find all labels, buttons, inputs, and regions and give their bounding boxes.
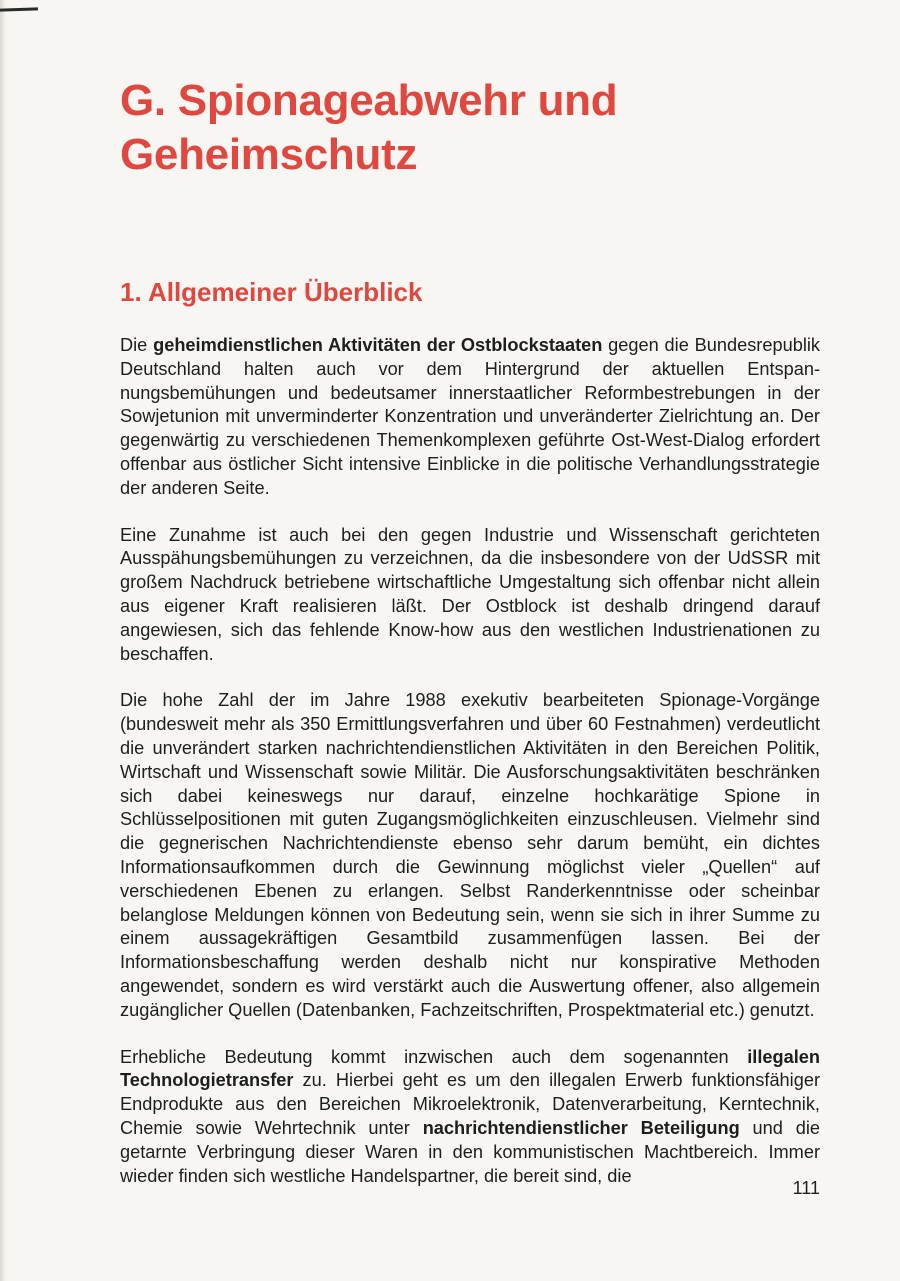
page-number: 111 [792,1178,820,1198]
paragraph-1-text-2: gegen die Bundesrepublik Deutschland halten auch vor dem Hintergrund der aktuellen Entspannungsbemühungen und bedeutsamer innerstaatlicher Reformbestrebungen in der Sowjetunion mit unverminderter Konzentration und unveränderter Zielrichtung an. Der gegenwärtig zu verschiedenen Themenkomplexen geführte Ost-West-Dialog erfordert offenbar aus östlicher Sicht intensive Einblicke in die politische Verhandlungsstrategie der anderen Seite. [120,335,821,498]
paragraph-1-bold-1: geheimdienstlichen Aktivitäten der Ostblockstaaten [153,335,603,355]
corner-mark [0,7,38,11]
paragraph-4-bold-1: illegalen Technologietransfer [120,1046,820,1091]
paragraph-3: Die hohe Zahl der im Jahre 1988 exekutiv bearbeiteten Spionage-Vorgänge (bundesweit mehr als 350 Ermittlungsverfahren und über 60 Festnahmen) verdeutlicht die unverändert starken nachrichtendienstlichen Aktivitäten in den Bereichen Politik, Wirtschaft und Wissenschaft sowie Militär. Die Ausforschungsaktivitäten beschränken sich dabei keineswegs nur darauf, einzelne hochkarätige Spione in Schlüsselpositionen mit guten Zugangsmöglichkeiten einzuschleusen. Vielmehr sind die gegnerischen Nachrichtendienste ebenso sehr darum bemüht, ein dichtes Informationsaufkommen durch die Gewinnung möglichst vieler „Quellen“ auf verschiedenen Ebenen zu erlangen. Selbst Randerkenntnisse oder scheinbar belanglose Meldungen können von Bedeutung sein, wenn sie sich in ihrer Summe zu einem aussagekräftigen Gesamtbild zusammenfügen lassen. Bei der Informationsbeschaffung werden deshalb nicht nur konspirative Methoden angewendet, sondern es wird verstärkt auch die Auswertung offener, also allgemein zugänglicher Quellen (Datenbanken, Fachzeitschriften, Prospektmaterial etc.) genutzt. [120,690,820,1020]
paragraph-4-text-1: Erhebliche Bedeutung kommt inzwischen auch dem sogenannten [120,1046,748,1067]
paragraph-4-text-3: und die getarnte Verbringung dieser Waren in den kommunistischen Machtbereich. Immer wieder finden sich westliche Handelspartner, die bereit sind, die [120,1117,820,1186]
paragraph-1 [120,334,820,501]
paragraph-4-bold-2: nachrichtendienstlicher Beteiligung [422,1117,740,1138]
paragraph-4-text-2: zu. Hierbei geht es um den illegalen Erwerb funktionsfähiger Endprodukte aus den Bereichen Mikroelektronik, Datenverarbeitung, Kerntechnik, Chemie sowie Wehrtechnik unter [120,1070,820,1138]
chapter-title-line-1: G. Spionageabwehr und [120,76,618,125]
chapter-title [120,74,820,182]
page-edge [0,0,6,1281]
section-heading: 1. Allgemeiner Überblick [120,277,423,307]
body-text [120,334,820,1211]
paragraph-2: Eine Zunahme ist auch bei den gegen Industrie und Wissenschaft gerichteten Ausspähungsbemühungen zu verzeichnen, da die insbesondere von der UdSSR mit großem Nachdruck betriebene wirtschaftliche Umgestaltung sich offenbar nicht allein aus eigener Kraft realisieren läßt. Der Ostblock ist deshalb dringend darauf angewiesen, sich das fehlende Know-how aus den westlichen Industrienationen zu beschaffen. [120,524,820,664]
paragraph-4 [120,1046,820,1189]
chapter-title-line-2: Geheimschutz [120,130,418,179]
paragraph-1-text-1: Die [120,335,154,355]
